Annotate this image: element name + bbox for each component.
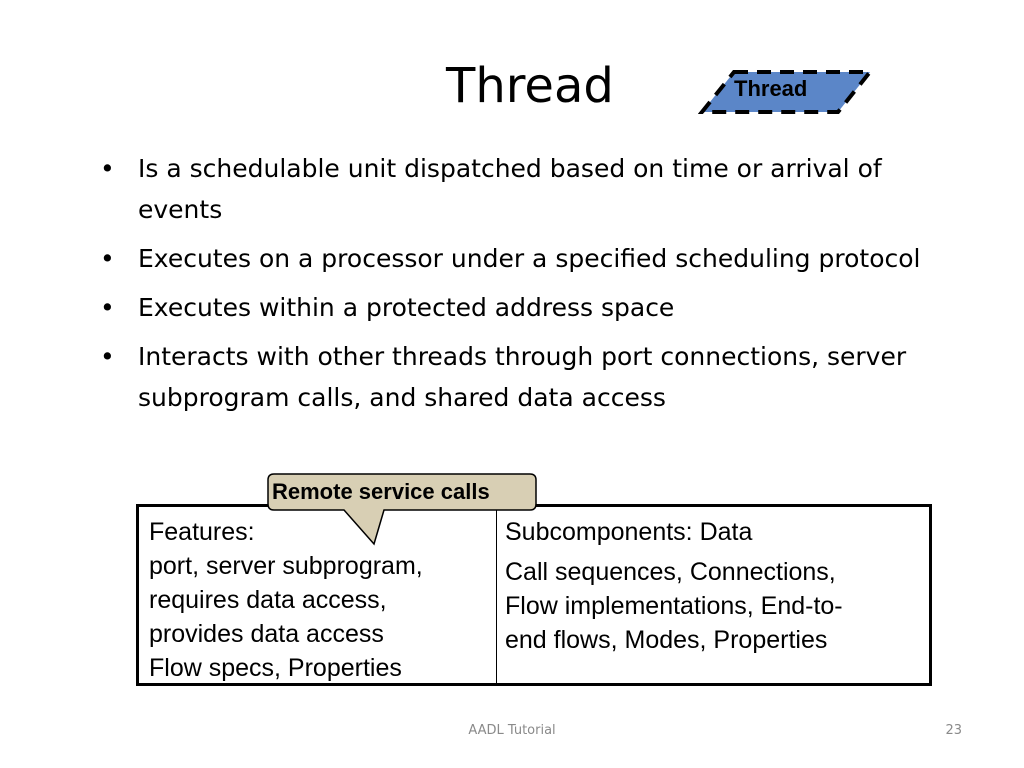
features-line: port, server subprogram,: [149, 552, 423, 580]
subcomponents-heading: Subcomponents: Data: [505, 518, 753, 546]
bullet-marker: •: [100, 293, 115, 322]
bullet-item: [100, 148, 940, 230]
subcomponents-line: end flows, Modes, Properties: [505, 626, 828, 654]
features-line: Flow specs, Properties: [149, 654, 402, 682]
subcomponents-line: Flow implementations, End-to-: [505, 592, 843, 620]
bullet-marker: •: [100, 154, 115, 183]
bullet-text: Is a schedulable unit dispatched based on time or arrival of events: [138, 154, 882, 224]
bullet-marker: •: [100, 244, 115, 273]
thread-symbol-label: Thread: [734, 76, 808, 101]
subcomponents-cell: [505, 515, 915, 657]
features-line: requires data access,: [149, 586, 387, 614]
bullet-text: Executes within a protected address space: [138, 293, 675, 322]
page-number: 23: [945, 723, 962, 738]
bullet-text: Executes on a processor under a specified scheduling protocol: [138, 244, 921, 273]
subcomponents-line: Call sequences, Connections,: [505, 558, 836, 586]
bullet-item: [100, 336, 940, 418]
bullet-text: Interacts with other threads through port connections, server subprogram calls, and shared data access: [138, 342, 907, 412]
bullet-list: [100, 148, 940, 418]
bullet-item: [100, 238, 940, 279]
features-heading: Features:: [149, 518, 255, 546]
footer-title: AADL Tutorial: [468, 723, 556, 738]
bullet-marker: •: [100, 342, 115, 371]
callout-label: Remote service calls: [272, 479, 490, 504]
slide-title: Thread: [446, 58, 614, 114]
bullet-item: [100, 287, 940, 328]
features-line: provides data access: [149, 620, 384, 648]
